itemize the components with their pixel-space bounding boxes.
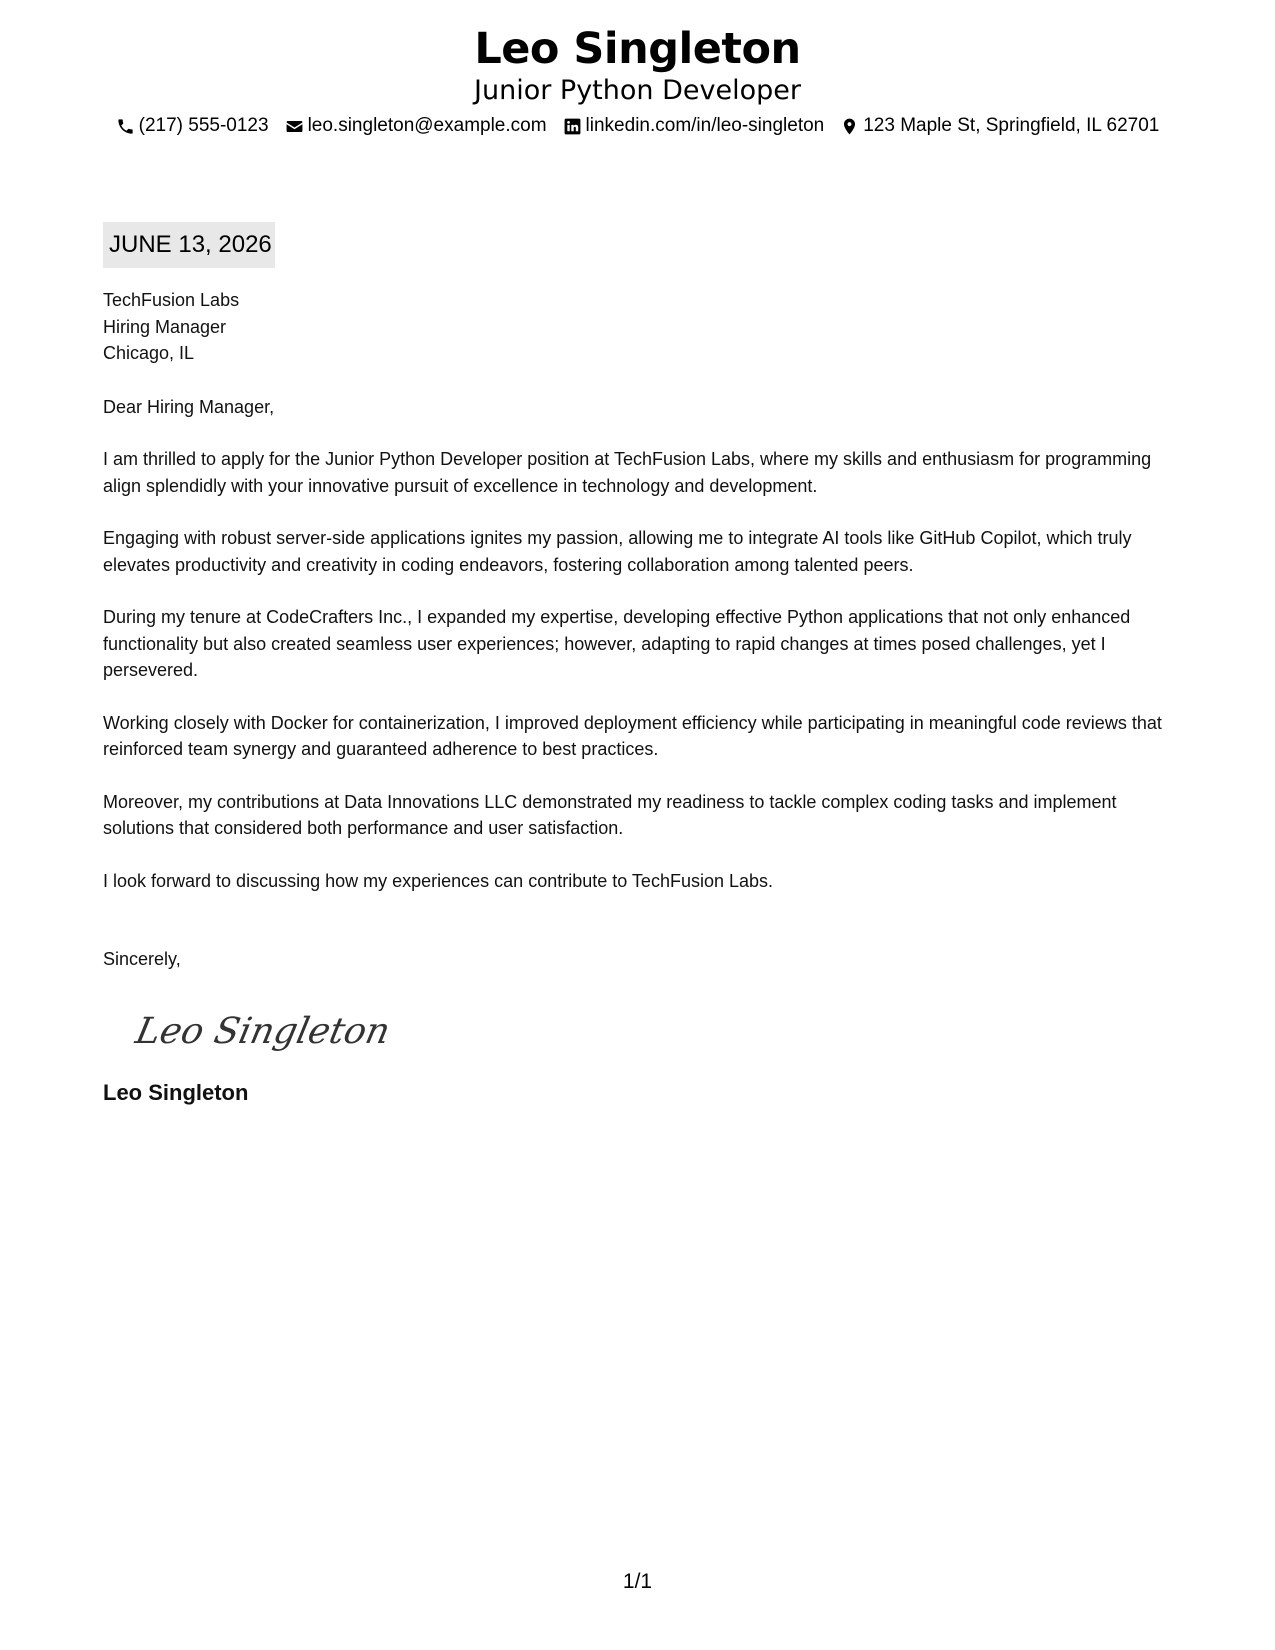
contact-row [0,114,1275,138]
linkedin-icon [563,117,582,136]
paragraph-closing: I look forward to discussing how my experiences can contribute to TechFusion Labs. [103,870,774,891]
recipient-company: TechFusion Labs [103,290,240,310]
contact-linkedin [563,114,825,138]
envelope-icon [285,117,304,136]
letter-header [0,22,1275,138]
signed-name: Leo Singleton [103,1079,249,1105]
salutation: Dear Hiring Manager, [103,396,275,417]
contact-address [840,114,1159,138]
address-text: 123 Maple St, Springfield, IL 62701 [863,115,1160,136]
paragraph-passion: Engaging with robust server-side applications ignites my passion, allowing me to integrate AI tools like GitHub Copilot, which truly elevates productivity and creativity in coding endeavors, fostering collaboration among talented peers. [103,528,1132,575]
svg-text:Leo Singleton: Leo Singleton [132,1008,391,1052]
recipient-block [103,287,1183,367]
letter-date: JUNE 13, 2026 [103,222,275,268]
paragraph-docker: Working closely with Docker for containerization, I improved deployment efficiency while participating in meaningful code reviews that reinforced team synergy and guaranteed adherence to best practices. [103,712,1162,759]
contact-phone [116,114,269,138]
handwritten-signature [131,1001,391,1061]
recipient-location: Chicago, IL [103,343,195,363]
paragraph-data-innovations: Moreover, my contributions at Data Innovations LLC demonstrated my readiness to tackle complex coding tasks and implement solutions that considered both performance and user satisfaction. [103,791,1117,838]
paragraph-intro: I am thrilled to apply for the Junior Python Developer position at TechFusion Labs, where my skills and enthusiasm for programming align splendidly with your innovative pursuit of excellence in technology and development. [103,449,1152,496]
contact-email [285,114,547,138]
recipient-role: Hiring Manager [103,316,227,337]
applicant-title: Junior Python Developer [474,75,801,106]
email-text: leo.singleton@example.com [307,115,547,136]
phone-icon [116,117,135,136]
closing-phrase: Sincerely, [103,949,181,969]
letter-body [103,222,1183,1107]
paragraph-codecrafters: During my tenure at CodeCrafters Inc., I expanded my expertise, developing effective Python applications that not only enhanced functionality but also created seamless user experiences; however, adapting to rapid changes at times posed challenges, yet I persevered. [103,607,1131,680]
phone-text: (217) 555-0123 [138,115,269,136]
linkedin-text: linkedin.com/in/leo-singleton [585,115,825,136]
page-number: 1/1 [622,1570,653,1593]
applicant-name: Leo Singleton [474,24,801,74]
map-pin-icon [840,117,859,136]
